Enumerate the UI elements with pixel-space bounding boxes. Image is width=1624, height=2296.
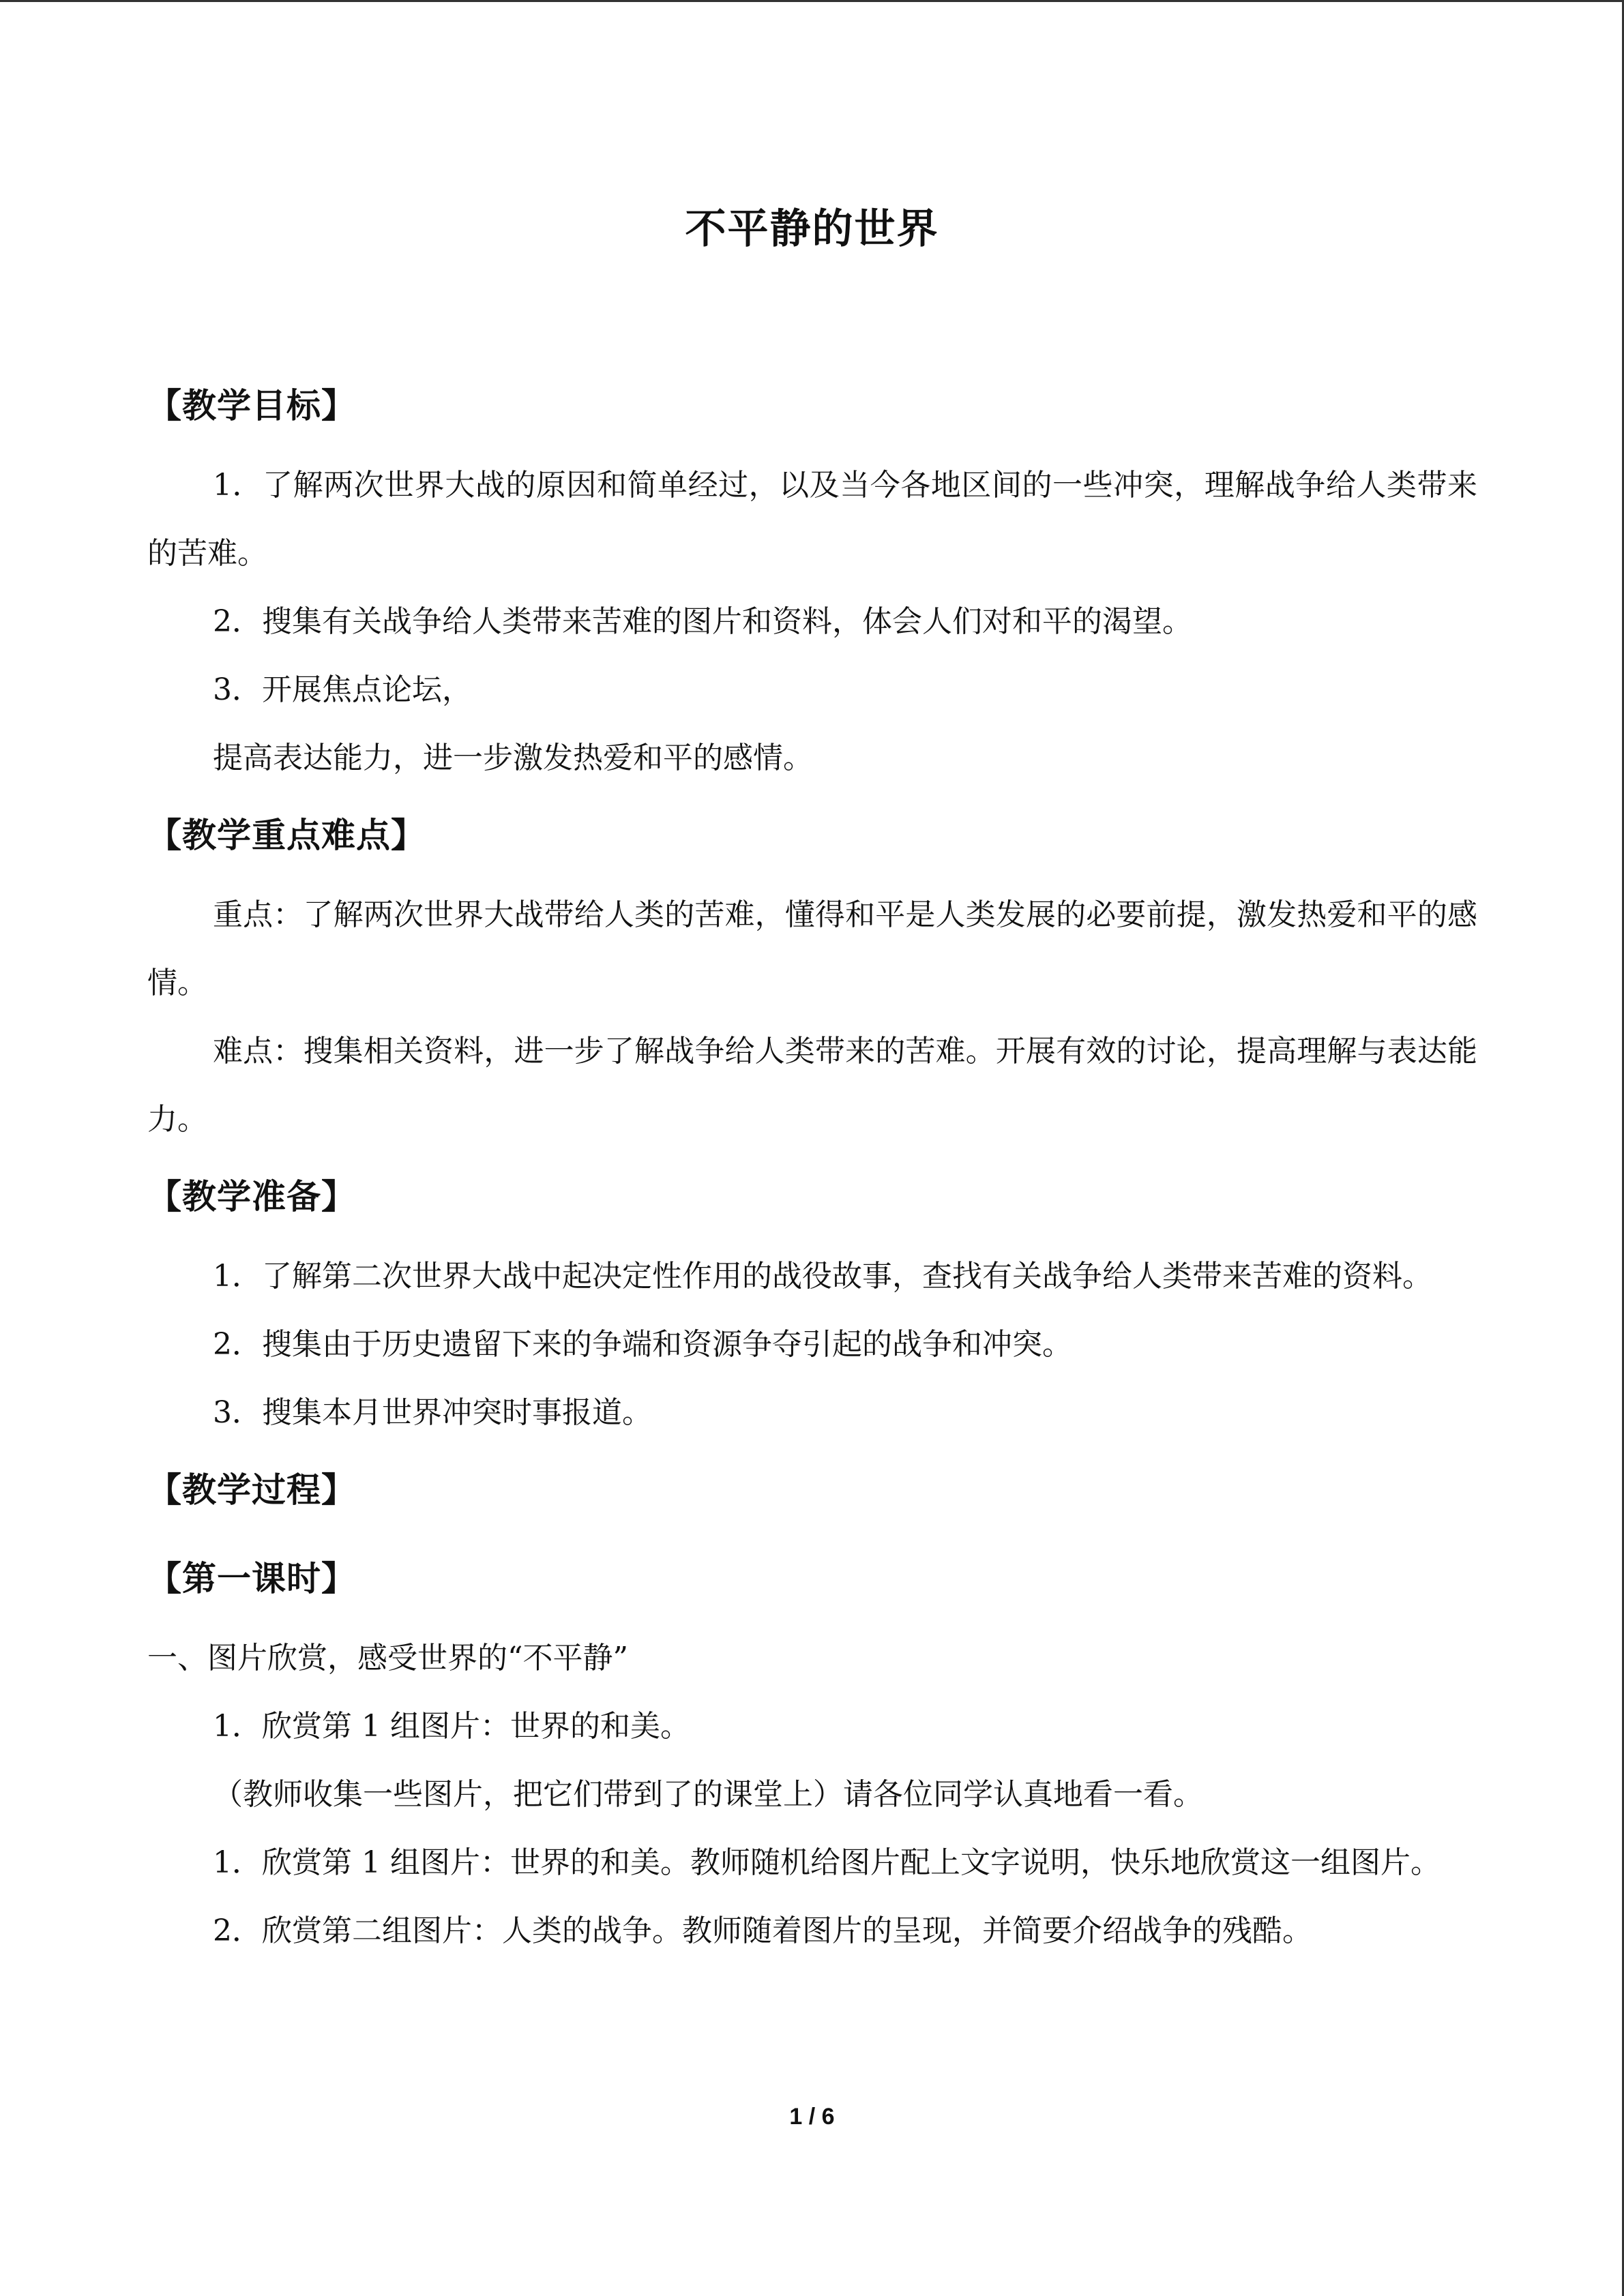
difficulty-paragraph: 难点：搜集相关资料，进一步了解战争给人类带来的苦难。开展有效的讨论，提高理解与表达能力。 [147, 1034, 1477, 1137]
lesson-paragraph: 1．欣赏第 1 组图片：世界的和美。 [213, 1709, 690, 1744]
key-point-paragraph: 重点：了解两次世界大战带给人类的苦难，懂得和平是人类发展的必要前提，激发热爱和平的感情。 [147, 897, 1477, 1000]
objective-paragraph: 3．开展焦点论坛， [213, 672, 472, 707]
lesson-paragraph: 1．欣赏第 1 组图片：世界的和美。教师随机给图片配上文字说明，快乐地欣赏这一组图片。 [213, 1845, 1441, 1880]
lesson-paragraph: 2．欣赏第二组图片：人类的战争。教师随着图片的呈现，并简要介绍战争的残酷。 [213, 1913, 1312, 1948]
objective-paragraph: 2．搜集有关战争给人类带来苦难的图片和资料，体会人们对和平的渴望。 [213, 604, 1192, 639]
spacer [147, 1536, 1477, 1555]
lesson-paragraph: （教师收集一些图片，把它们带到了的课堂上）请各位同学认真地看一看。 [213, 1777, 1203, 1812]
spacer [147, 792, 1477, 811]
document-body [147, 382, 1477, 1965]
preparation-paragraph: 3．搜集本月世界冲突时事报道。 [213, 1395, 652, 1430]
page-number: 1 / 6 [789, 2104, 835, 2130]
objective-paragraph: 提高表达能力，进一步激发热爱和平的感情。 [213, 741, 813, 775]
objective-paragraph: 1．了解两次世界大战的原因和简单经过，以及当今各地区间的一些冲突，理解战争给人类带来的苦难。 [147, 468, 1477, 571]
spacer [147, 1154, 1477, 1173]
preparation-paragraph: 1．了解第二次世界大战中起决定性作用的战役故事，查找有关战争给人类带来苦难的资料。 [213, 1259, 1432, 1294]
section-heading-preparation: 【教学准备】 [147, 1177, 356, 1217]
section-heading-first-lesson: 【第一课时】 [147, 1559, 356, 1598]
spacer [147, 1447, 1477, 1466]
top-border [0, 0, 1624, 2]
document-title: 不平静的世界 [685, 205, 939, 253]
section-heading-process: 【教学过程】 [147, 1470, 356, 1510]
section-heading-key-points: 【教学重点难点】 [147, 816, 426, 855]
section-heading-objectives: 【教学目标】 [147, 386, 356, 426]
lesson-step-heading: 一、图片欣赏，感受世界的“不平静” [147, 1641, 628, 1675]
preparation-paragraph: 2．搜集由于历史遗留下来的争端和资源争夺引起的战争和冲突。 [213, 1327, 1072, 1362]
